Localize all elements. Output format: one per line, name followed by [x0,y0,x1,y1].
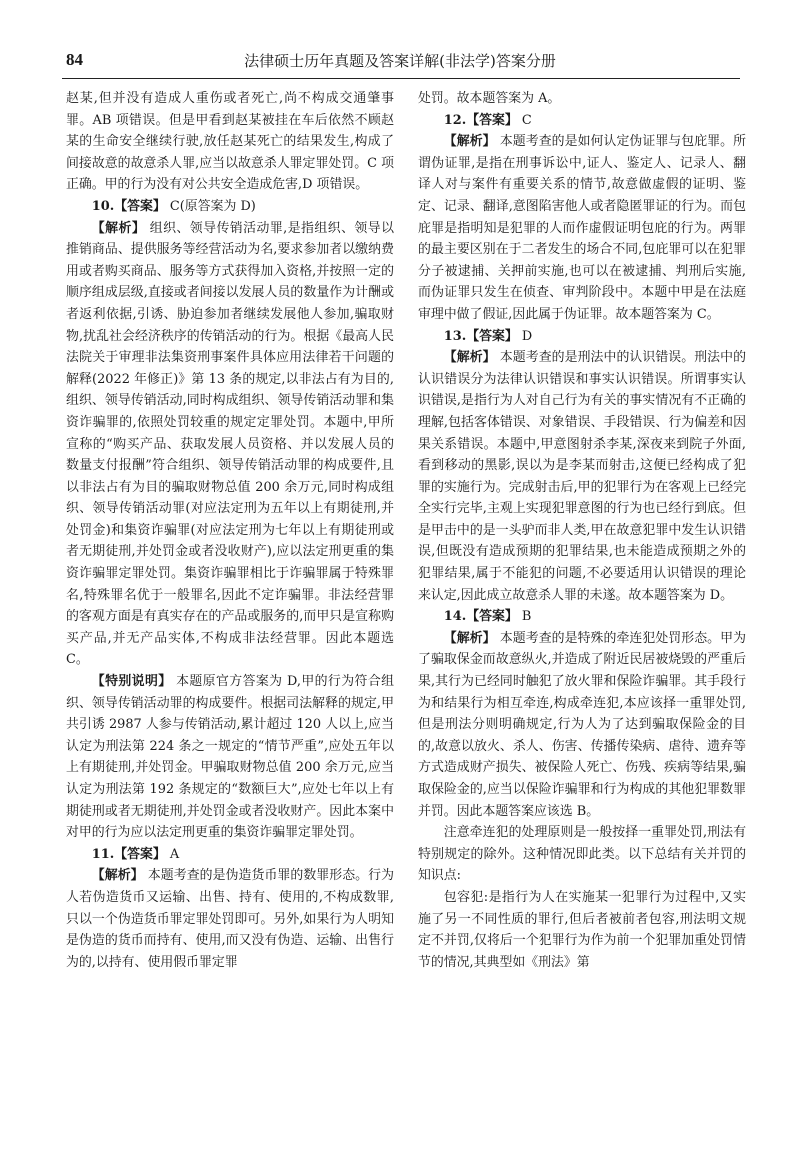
analysis-14 [418,628,746,822]
answer-12 [418,110,746,132]
answer-label: 14.【答案】 [443,609,518,625]
answer-label: 10.【答案】 [91,198,166,214]
analysis-text: 本题考查的是如何认定伪证罪与包庇罪。所谓伪证罪,是指在刑事诉讼中,证人、鉴定人、记录人、翻译人对与案件有重要关系的情节,故意做虚假的证明、鉴定、记录、翻译,意图陷害他人或者隐匿罪证的行为。而包庇罪是指明知是犯罪的人而作虚假证明包庇的行为。两罪的最主要区别在于二者发生的场合不同,包庇罪可以在犯罪分子被逮捕、关押前实施,也可以在被逮捕、判刑后实施,而伪证罪只发生在侦查、审判阶段中。本题中甲是在法庭审理中做了假证,因此属于伪证罪。故本题答案为 C。 [418,134,746,322]
answer-label: 11.【答案】 [91,846,166,862]
answer-value: C [521,112,532,128]
paragraph-continuation: 赵某,但并没有造成人重伤或者死亡,尚不构成交通肇事罪。AB 项错误。但是甲看到赵某被挂在车后依然不顾赵某的生命安全继续行驶,放任赵某死亡的结果发生,构成了间接故意的故意杀人罪,应当以故意杀人罪定罪处罚。C 项正确。甲的行为没有对公共安全造成危害,D 项错误。 [66,91,394,193]
answer-13 [418,326,746,348]
special-note [66,671,394,844]
answer-11 [66,844,394,866]
analysis-tag: 【解析】 [443,134,496,150]
analysis-tag: 【解析】 [91,220,146,236]
analysis-13 [418,347,746,606]
answer-value: A [169,846,180,862]
header-rule [62,78,740,79]
right-column [418,88,746,973]
left-column [66,88,394,973]
note-tag: 【特别说明】 [91,674,172,690]
running-title: 法律硕士历年真题及答案详解(非法学)答案分册 [244,52,556,70]
baorong-definition: 包容犯:是指行为人在实施某一犯罪行为过程中,又实施了另一不同性质的罪行,但后者被前者包容,刑法明文规定不并罚,仅将后一个犯罪行为作为前一个犯罪加重处罚情节的情况,其典型如《刑法》第 [418,889,746,970]
principle-note: 注意牵连犯的处理原则是一般按择一重罪处罚,刑法有特别规定的除外。这种情况即此类。以下总结有关并罚的知识点: [418,825,746,884]
analysis-tag: 【解析】 [443,630,496,646]
analysis-11 [66,865,394,973]
answer-value: B [521,609,532,625]
answer-value: C(原答案为 D) [169,198,256,214]
page-number: 84 [66,50,83,69]
analysis-text: 本题考查的是伪造货币罪的数罪形态。行为人若伪造货币又运输、出售、持有、使用的,不构成数罪,只以一个伪造货币罪定罪处罚即可。另外,如果行为人明知是伪造的货币而持有、使用,而又没有伪造、运输、出售行为的,以持有、使用假币罪定罪 [66,868,394,970]
answer-label: 13.【答案】 [443,328,518,344]
analysis-text: 组织、领导传销活动罪,是指组织、领导以推销商品、提供服务等经营活动为名,要求参加者以缴纳费用或者购买商品、服务等方式获得加入资格,并按照一定的顺序组成层级,直接或者间接以发展人员的数量作为计酬或者返利依据,引诱、胁迫参加者继续发展他人参加,骗取财物,扰乱社会经济秩序的传销活动的行为。根据《最高人民法院关于审理非法集资刑事案件具体应用法律若干问题的解释(2022 年修正)》第 13 条的规定,以非法占有为目的,组织、领导传销活动,同时构成组织、领导传销活动罪和集资诈骗罪的,依照处罚较重的规定定罪处罚。本题中,甲所宣称的“购买产品、获取发展人员资格、并以发展人员的数量支付报酬”符合组织、领导传销活动罪的构成要件,且以非法占有为目的骗取财物总值 200 余万元,同时构成组织、领导传销活动罪(对应法定刑为五年以上有期徒刑,并处罚金)和集资诈骗罪(对应法定刑为七年以上有期徒刑或者无期徒刑,并处罚金或者没收财产),应以法定刑更重的集资诈骗罪定罪处罚。集资诈骗罪相比于诈骗罪属于特殊罪名,特殊罪名优于一般罪名,因此不定诈骗罪。非法经营罪的客观方面是有真实存在的产品或服务的,而甲只是宣称购买产品,并无产品实体,不构成非法经营罪。因此本题选 C。 [66,220,394,668]
analysis-12 [418,131,746,325]
analysis-tag: 【解析】 [443,350,496,366]
answer-10 [66,196,394,218]
answer-label: 12.【答案】 [443,112,518,128]
answer-value: D [521,328,533,344]
note-text: 本题原官方答案为 D,甲的行为符合组织、领导传销活动罪的构成要件。根据司法解释的规定,甲共引诱 2987 人参与传销活动,累计超过 120 人以上,应当认定为刑法第 224 条之一规定的“情节严重”,应处五年以上有期徒刑,并处罚金。甲骗取财物总值 200 余万元,应当认定为刑法第 192 条规定的“数额巨大”,应处七年以上有期徒刑或者无期徒刑,并处罚金或者没收财产。因此本案中对甲的行为应以法定刑更重的集资诈骗罪定罪处罚。 [66,674,395,841]
analysis-text: 本题考查的是刑法中的认识错误。刑法中的认识错误分为法律认识错误和事实认识错误。所谓事实认识错误,是指行为人对自己行为有关的事实情况有不正确的理解,包括客体错误、对象错误、手段错误、行为偏差和因果关系错误。本题中,甲意图射杀李某,深夜来到院子外面,看到移动的黑影,误以为是李某而射击,这便已经构成了犯罪的实施行为。完成射击后,甲的犯罪行为在客观上已经完全实行完毕,主观上实现犯罪意图的行为也已经行到底。但是甲击中的是一头驴而非人类,甲在故意犯罪中发生认识错误,但既没有造成预期的犯罪结果,也未能造成预期之外的犯罪结果,属于不能犯的问题,不必要适用认识错误的理论来认定,因此成立故意杀人罪的未遂。故本题答案为 D。 [418,350,746,603]
analysis-10 [66,218,394,671]
page-header [0,0,800,84]
answer-14 [418,606,746,628]
paragraph-continuation: 处罚。故本题答案为 A。 [418,91,561,106]
analysis-tag: 【解析】 [91,868,144,884]
analysis-text: 本题考查的是特殊的牵连犯处罚形态。甲为了骗取保金而故意纵火,并造成了附近民居被烧毁的严重后果,其行为已经同时触犯了放火罪和保险诈骗罪。其手段行为和结果行为相互牵连,构成牵连犯,本应该择一重罪处罚,但是刑法分则明确规定,行为人为了达到骗取保险金的目的,故意以放火、杀人、伤害、传播传染病、虐待、遗弃等方式造成财产损失、被保险人死亡、伤残、疾病等结果,骗取保险金的,应当以保险诈骗罪和行为构成的其他犯罪数罪并罚。因此本题答案应该选 B。 [418,630,746,819]
